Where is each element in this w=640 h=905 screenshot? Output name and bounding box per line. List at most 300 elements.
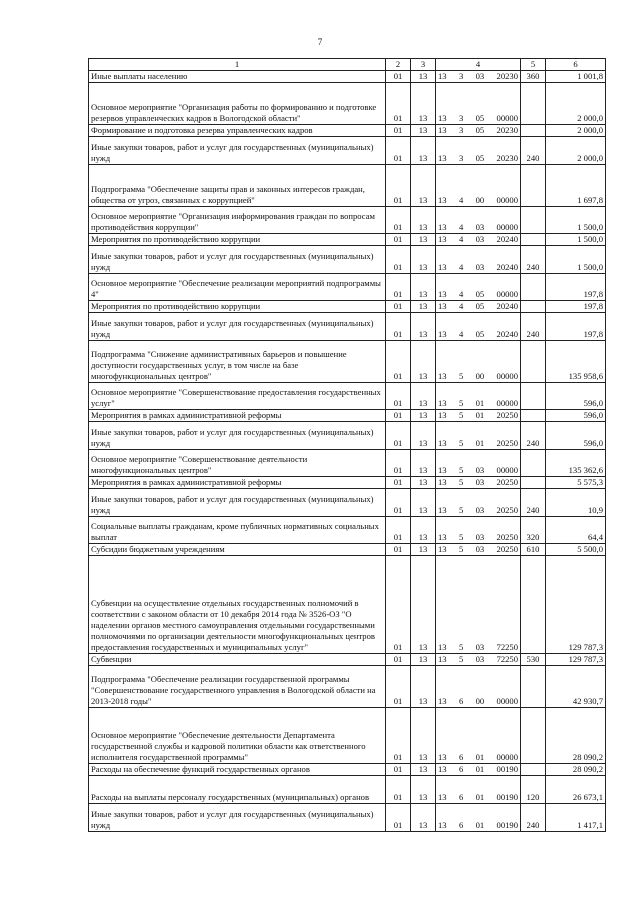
target-code	[438, 410, 518, 421]
row-name-cell: Формирование и подготовка резерва управленческих кадров	[89, 125, 386, 137]
header-cell-6: 6	[546, 59, 606, 71]
target-code	[438, 329, 518, 340]
row-target-code-cell	[436, 654, 521, 666]
code-part-measure: 05	[475, 153, 485, 163]
row-section-cell: 01	[386, 301, 411, 313]
row-subsection-cell: 13	[411, 410, 436, 422]
row-amount-cell: 197,8	[546, 274, 606, 301]
row-section-cell: 01	[386, 556, 411, 654]
code-part-program: 13	[438, 195, 447, 205]
row-subsection-cell: 13	[411, 422, 436, 450]
code-part-program: 13	[438, 410, 447, 420]
row-expense-type-cell	[521, 410, 546, 422]
row-target-code-cell	[436, 301, 521, 313]
code-part-direction: 20230	[496, 153, 518, 163]
table-row	[89, 776, 606, 804]
target-code	[438, 289, 518, 300]
row-name-cell: Расходы на обеспечение функций государственных органов	[89, 764, 386, 776]
code-part-subprogram: 5	[458, 410, 464, 420]
code-part-program: 13	[438, 438, 447, 448]
code-part-direction: 72250	[496, 654, 518, 664]
row-target-code-cell	[436, 708, 521, 764]
code-part-direction: 20250	[496, 532, 518, 542]
code-part-subprogram: 6	[458, 696, 464, 706]
header-cell-2: 2	[386, 59, 411, 71]
row-subsection-cell: 13	[411, 207, 436, 234]
table-row	[89, 544, 606, 556]
code-part-program: 13	[438, 654, 447, 664]
row-subsection-cell: 13	[411, 313, 436, 341]
row-amount-cell: 2 000,0	[546, 125, 606, 137]
code-part-direction: 00000	[496, 465, 518, 475]
row-target-code-cell	[436, 383, 521, 410]
code-part-direction: 00000	[496, 371, 518, 381]
row-section-cell: 01	[386, 341, 411, 383]
code-part-measure: 03	[475, 71, 485, 81]
row-name-cell: Мероприятия в рамках административной реформы	[89, 477, 386, 489]
code-part-direction: 00000	[496, 222, 518, 232]
row-section-cell: 01	[386, 804, 411, 832]
target-code	[438, 301, 518, 312]
row-target-code-cell	[436, 556, 521, 654]
code-part-direction: 20250	[496, 438, 518, 448]
code-part-measure: 03	[475, 544, 485, 554]
row-section-cell: 01	[386, 83, 411, 125]
code-part-subprogram: 5	[458, 371, 464, 381]
row-name-cell: Основное мероприятие "Совершенствование предоставления государственных услуг"	[89, 383, 386, 410]
code-part-subprogram: 5	[458, 642, 464, 652]
code-part-measure: 01	[475, 820, 485, 830]
row-section-cell: 01	[386, 422, 411, 450]
code-part-subprogram: 4	[458, 329, 464, 339]
code-part-direction: 20240	[496, 329, 518, 339]
target-code	[438, 505, 518, 516]
row-amount-cell: 596,0	[546, 383, 606, 410]
code-part-measure: 03	[475, 532, 485, 542]
row-amount-cell: 197,8	[546, 301, 606, 313]
code-part-measure: 03	[475, 222, 485, 232]
code-part-direction: 00000	[496, 195, 518, 205]
target-code	[438, 792, 518, 803]
table-row	[89, 71, 606, 83]
table-row	[89, 708, 606, 764]
target-code	[438, 71, 518, 82]
row-name-cell: Социальные выплаты гражданам, кроме публичных нормативных социальных выплат	[89, 517, 386, 544]
row-amount-cell: 596,0	[546, 422, 606, 450]
target-code	[438, 465, 518, 476]
code-part-measure: 03	[475, 477, 485, 487]
code-part-subprogram: 5	[458, 438, 464, 448]
row-name-cell: Мероприятия в рамках административной реформы	[89, 410, 386, 422]
target-code	[438, 764, 518, 775]
code-part-measure: 05	[475, 301, 485, 311]
row-subsection-cell: 13	[411, 125, 436, 137]
row-subsection-cell: 13	[411, 517, 436, 544]
table-row	[89, 274, 606, 301]
row-target-code-cell	[436, 71, 521, 83]
row-expense-type-cell	[521, 83, 546, 125]
code-part-program: 13	[438, 505, 447, 515]
row-section-cell: 01	[386, 274, 411, 301]
table-row	[89, 450, 606, 477]
row-amount-cell: 28 090,2	[546, 764, 606, 776]
row-subsection-cell: 13	[411, 71, 436, 83]
row-amount-cell: 42 930,7	[546, 666, 606, 708]
code-part-subprogram: 5	[458, 477, 464, 487]
row-expense-type-cell	[521, 341, 546, 383]
target-code	[438, 696, 518, 707]
row-amount-cell: 596,0	[546, 410, 606, 422]
code-part-program: 13	[438, 532, 447, 542]
code-part-direction: 20230	[496, 125, 518, 135]
table-row	[89, 341, 606, 383]
row-name-cell: Основное мероприятие "Обеспечение деятельности Департамента государственной службы и кадровой политики области как ответственного исполнителя государственной программы"	[89, 708, 386, 764]
row-expense-type-cell	[521, 165, 546, 207]
row-subsection-cell: 13	[411, 708, 436, 764]
row-amount-cell: 28 090,2	[546, 708, 606, 764]
row-expense-type-cell	[521, 708, 546, 764]
row-target-code-cell	[436, 207, 521, 234]
code-part-subprogram: 4	[458, 301, 464, 311]
row-target-code-cell	[436, 246, 521, 274]
row-subsection-cell: 13	[411, 804, 436, 832]
row-amount-cell: 1 417,1	[546, 804, 606, 832]
row-name-cell: Основное мероприятие "Организация работы по формированию и подготовке резервов управленческих кадров в Вологодской области"	[89, 83, 386, 125]
code-part-direction: 00190	[496, 820, 518, 830]
code-part-measure: 05	[475, 329, 485, 339]
table-row	[89, 489, 606, 517]
table-row	[89, 234, 606, 246]
code-part-measure: 01	[475, 792, 485, 802]
row-target-code-cell	[436, 274, 521, 301]
row-target-code-cell	[436, 234, 521, 246]
row-target-code-cell	[436, 313, 521, 341]
row-subsection-cell: 13	[411, 776, 436, 804]
row-section-cell: 01	[386, 776, 411, 804]
code-part-program: 13	[438, 477, 447, 487]
row-target-code-cell	[436, 666, 521, 708]
row-expense-type-cell: 610	[521, 544, 546, 556]
code-part-subprogram: 3	[458, 113, 464, 123]
row-expense-type-cell: 240	[521, 313, 546, 341]
code-part-program: 13	[438, 301, 447, 311]
target-code	[438, 125, 518, 136]
code-part-subprogram: 4	[458, 195, 464, 205]
row-expense-type-cell: 120	[521, 776, 546, 804]
code-part-measure: 01	[475, 764, 485, 774]
code-part-measure: 00	[475, 696, 485, 706]
target-code	[438, 544, 518, 555]
code-part-direction: 00000	[496, 113, 518, 123]
code-part-direction: 20250	[496, 477, 518, 487]
row-amount-cell: 129 787,3	[546, 654, 606, 666]
row-subsection-cell: 13	[411, 341, 436, 383]
row-name-cell: Иные закупки товаров, работ и услуг для государственных (муниципальных) нужд	[89, 489, 386, 517]
code-part-measure: 01	[475, 752, 485, 762]
table-row	[89, 477, 606, 489]
header-cell-5: 5	[521, 59, 546, 71]
code-part-direction: 20250	[496, 410, 518, 420]
row-expense-type-cell	[521, 274, 546, 301]
row-expense-type-cell	[521, 207, 546, 234]
row-name-cell: Субвенции	[89, 654, 386, 666]
table-row	[89, 125, 606, 137]
row-subsection-cell: 13	[411, 137, 436, 165]
row-subsection-cell: 13	[411, 556, 436, 654]
row-name-cell: Подпрограмма "Обеспечение реализации государственной программы "Совершенствование государственного управления в Вологодской области на 2013-2018 годы"	[89, 666, 386, 708]
row-expense-type-cell: 530	[521, 654, 546, 666]
code-part-subprogram: 5	[458, 505, 464, 515]
row-amount-cell: 26 673,1	[546, 776, 606, 804]
row-subsection-cell: 13	[411, 83, 436, 125]
code-part-measure: 03	[475, 262, 485, 272]
code-part-subprogram: 5	[458, 654, 464, 664]
code-part-subprogram: 3	[458, 125, 464, 135]
row-subsection-cell: 13	[411, 234, 436, 246]
row-target-code-cell	[436, 125, 521, 137]
target-code	[438, 222, 518, 233]
code-part-direction: 20240	[496, 262, 518, 272]
code-part-program: 13	[438, 544, 447, 554]
row-name-cell: Расходы на выплаты персоналу государственных (муниципальных) органов	[89, 776, 386, 804]
row-target-code-cell	[436, 776, 521, 804]
row-subsection-cell: 13	[411, 450, 436, 477]
row-section-cell: 01	[386, 450, 411, 477]
row-subsection-cell: 13	[411, 477, 436, 489]
row-section-cell: 01	[386, 234, 411, 246]
row-section-cell: 01	[386, 517, 411, 544]
code-part-direction: 00000	[496, 696, 518, 706]
table-row	[89, 301, 606, 313]
row-section-cell: 01	[386, 246, 411, 274]
code-part-subprogram: 6	[458, 764, 464, 774]
header-cell-4: 4	[436, 59, 521, 71]
row-section-cell: 01	[386, 654, 411, 666]
code-part-direction: 00190	[496, 764, 518, 774]
row-amount-cell: 10,9	[546, 489, 606, 517]
code-part-program: 13	[438, 642, 447, 652]
row-expense-type-cell	[521, 556, 546, 654]
row-subsection-cell: 13	[411, 246, 436, 274]
code-part-subprogram: 5	[458, 398, 464, 408]
row-expense-type-cell	[521, 764, 546, 776]
code-part-program: 13	[438, 289, 447, 299]
row-section-cell: 01	[386, 71, 411, 83]
row-subsection-cell: 13	[411, 301, 436, 313]
table-row	[89, 313, 606, 341]
row-section-cell: 01	[386, 165, 411, 207]
code-part-subprogram: 4	[458, 234, 464, 244]
code-part-direction: 20240	[496, 234, 518, 244]
row-expense-type-cell: 240	[521, 246, 546, 274]
code-part-direction: 72250	[496, 642, 518, 652]
row-target-code-cell	[436, 137, 521, 165]
row-target-code-cell	[436, 450, 521, 477]
budget-table-body	[89, 59, 606, 832]
code-part-direction: 20250	[496, 544, 518, 554]
code-part-subprogram: 6	[458, 792, 464, 802]
row-expense-type-cell: 240	[521, 422, 546, 450]
target-code	[438, 654, 518, 665]
row-name-cell: Иные закупки товаров, работ и услуг для государственных (муниципальных) нужд	[89, 313, 386, 341]
row-target-code-cell	[436, 410, 521, 422]
target-code	[438, 113, 518, 124]
target-code	[438, 195, 518, 206]
page-number: 7	[317, 37, 323, 47]
row-subsection-cell: 13	[411, 654, 436, 666]
row-expense-type-cell: 240	[521, 489, 546, 517]
row-amount-cell: 1 001,8	[546, 71, 606, 83]
code-part-subprogram: 5	[458, 544, 464, 554]
row-amount-cell: 135 362,6	[546, 450, 606, 477]
code-part-measure: 03	[475, 505, 485, 515]
row-section-cell: 01	[386, 125, 411, 137]
row-name-cell: Подпрограмма "Снижение административных барьеров и повышение доступности государственных услуг, в том числе на базе многофункциональных центров"	[89, 341, 386, 383]
row-expense-type-cell	[521, 125, 546, 137]
code-part-direction: 20240	[496, 301, 518, 311]
code-part-program: 13	[438, 398, 447, 408]
row-target-code-cell	[436, 341, 521, 383]
row-amount-cell: 135 958,6	[546, 341, 606, 383]
row-amount-cell: 2 000,0	[546, 137, 606, 165]
row-section-cell: 01	[386, 313, 411, 341]
code-part-program: 13	[438, 764, 447, 774]
row-section-cell: 01	[386, 666, 411, 708]
table-row	[89, 207, 606, 234]
code-part-program: 13	[438, 696, 447, 706]
row-expense-type-cell	[521, 383, 546, 410]
row-name-cell: Иные закупки товаров, работ и услуг для государственных (муниципальных) нужд	[89, 804, 386, 832]
row-target-code-cell	[436, 764, 521, 776]
row-section-cell: 01	[386, 544, 411, 556]
row-name-cell: Основное мероприятие "Организация информирования граждан по вопросам противодействия коррупции"	[89, 207, 386, 234]
row-section-cell: 01	[386, 383, 411, 410]
row-expense-type-cell: 360	[521, 71, 546, 83]
target-code	[438, 820, 518, 831]
row-section-cell: 01	[386, 708, 411, 764]
row-section-cell: 01	[386, 410, 411, 422]
row-expense-type-cell	[521, 666, 546, 708]
target-code	[438, 234, 518, 245]
row-target-code-cell	[436, 804, 521, 832]
code-part-program: 13	[438, 820, 447, 830]
row-amount-cell: 5 575,3	[546, 477, 606, 489]
target-code	[438, 532, 518, 543]
row-subsection-cell: 13	[411, 764, 436, 776]
table-row	[89, 137, 606, 165]
code-part-program: 13	[438, 465, 447, 475]
row-name-cell: Иные закупки товаров, работ и услуг для государственных (муниципальных) нужд	[89, 246, 386, 274]
row-name-cell: Субсидии бюджетным учреждениям	[89, 544, 386, 556]
row-name-cell: Мероприятия по противодействию коррупции	[89, 234, 386, 246]
budget-table	[88, 58, 606, 832]
row-section-cell: 01	[386, 477, 411, 489]
code-part-subprogram: 6	[458, 752, 464, 762]
target-code	[438, 752, 518, 763]
row-expense-type-cell	[521, 450, 546, 477]
code-part-subprogram: 4	[458, 222, 464, 232]
code-part-program: 13	[438, 752, 447, 762]
row-subsection-cell: 13	[411, 274, 436, 301]
code-part-direction: 20250	[496, 505, 518, 515]
code-part-measure: 05	[475, 113, 485, 123]
row-amount-cell: 1 697,8	[546, 165, 606, 207]
row-amount-cell: 1 500,0	[546, 207, 606, 234]
table-row	[89, 654, 606, 666]
code-part-subprogram: 5	[458, 532, 464, 542]
code-part-direction: 00000	[496, 752, 518, 762]
row-section-cell: 01	[386, 489, 411, 517]
code-part-measure: 00	[475, 195, 485, 205]
row-name-cell: Иные закупки товаров, работ и услуг для государственных (муниципальных) нужд	[89, 422, 386, 450]
code-part-measure: 00	[475, 371, 485, 381]
code-part-measure: 03	[475, 465, 485, 475]
row-expense-type-cell	[521, 301, 546, 313]
code-part-program: 13	[438, 371, 447, 381]
row-name-cell: Субвенции на осуществление отдельных государственных полномочий в соответствии с законом области от 10 декабря 2014 года № 3526-ОЗ "О наделении органов местного самоуправления отдельными государственными полномочиями по организации деятельности многофункциональных центров предоставления государственных и муниципальных услуг"	[89, 556, 386, 654]
code-part-subprogram: 3	[458, 71, 464, 81]
target-code	[438, 153, 518, 164]
row-expense-type-cell: 240	[521, 804, 546, 832]
table-row	[89, 804, 606, 832]
row-section-cell: 01	[386, 207, 411, 234]
target-code	[438, 642, 518, 653]
code-part-program: 13	[438, 262, 447, 272]
row-name-cell: Основное мероприятие "Совершенствование деятельности многофункциональных центров"	[89, 450, 386, 477]
row-target-code-cell	[436, 489, 521, 517]
code-part-program: 13	[438, 222, 447, 232]
code-part-subprogram: 4	[458, 289, 464, 299]
row-amount-cell: 5 500,0	[546, 544, 606, 556]
code-part-measure: 03	[475, 642, 485, 652]
table-header-row	[89, 59, 606, 71]
code-part-measure: 05	[475, 289, 485, 299]
code-part-program: 13	[438, 792, 447, 802]
row-target-code-cell	[436, 165, 521, 207]
code-part-measure: 01	[475, 410, 485, 420]
row-section-cell: 01	[386, 764, 411, 776]
code-part-program: 13	[438, 125, 447, 135]
row-subsection-cell: 13	[411, 383, 436, 410]
code-part-program: 13	[438, 329, 447, 339]
code-part-measure: 03	[475, 234, 485, 244]
header-cell-3: 3	[411, 59, 436, 71]
row-expense-type-cell: 240	[521, 137, 546, 165]
row-target-code-cell	[436, 544, 521, 556]
code-part-direction: 00000	[496, 289, 518, 299]
code-part-subprogram: 4	[458, 262, 464, 272]
row-name-cell: Подпрограмма "Обеспечение защиты прав и законных интересов граждан, общества от угроз, связанных с коррупцией"	[89, 165, 386, 207]
code-part-program: 13	[438, 234, 447, 244]
code-part-program: 13	[438, 71, 447, 81]
row-amount-cell: 1 500,0	[546, 234, 606, 246]
row-target-code-cell	[436, 83, 521, 125]
code-part-direction: 20230	[496, 71, 518, 81]
table-row	[89, 246, 606, 274]
code-part-program: 13	[438, 153, 447, 163]
header-cell-1: 1	[89, 59, 386, 71]
code-part-direction: 00190	[496, 792, 518, 802]
code-part-measure: 05	[475, 125, 485, 135]
code-part-measure: 01	[475, 438, 485, 448]
target-code	[438, 262, 518, 273]
row-subsection-cell: 13	[411, 544, 436, 556]
code-part-direction: 00000	[496, 398, 518, 408]
code-part-subprogram: 6	[458, 820, 464, 830]
code-part-subprogram: 5	[458, 465, 464, 475]
row-subsection-cell: 13	[411, 666, 436, 708]
row-name-cell: Мероприятия по противодействию коррупции	[89, 301, 386, 313]
